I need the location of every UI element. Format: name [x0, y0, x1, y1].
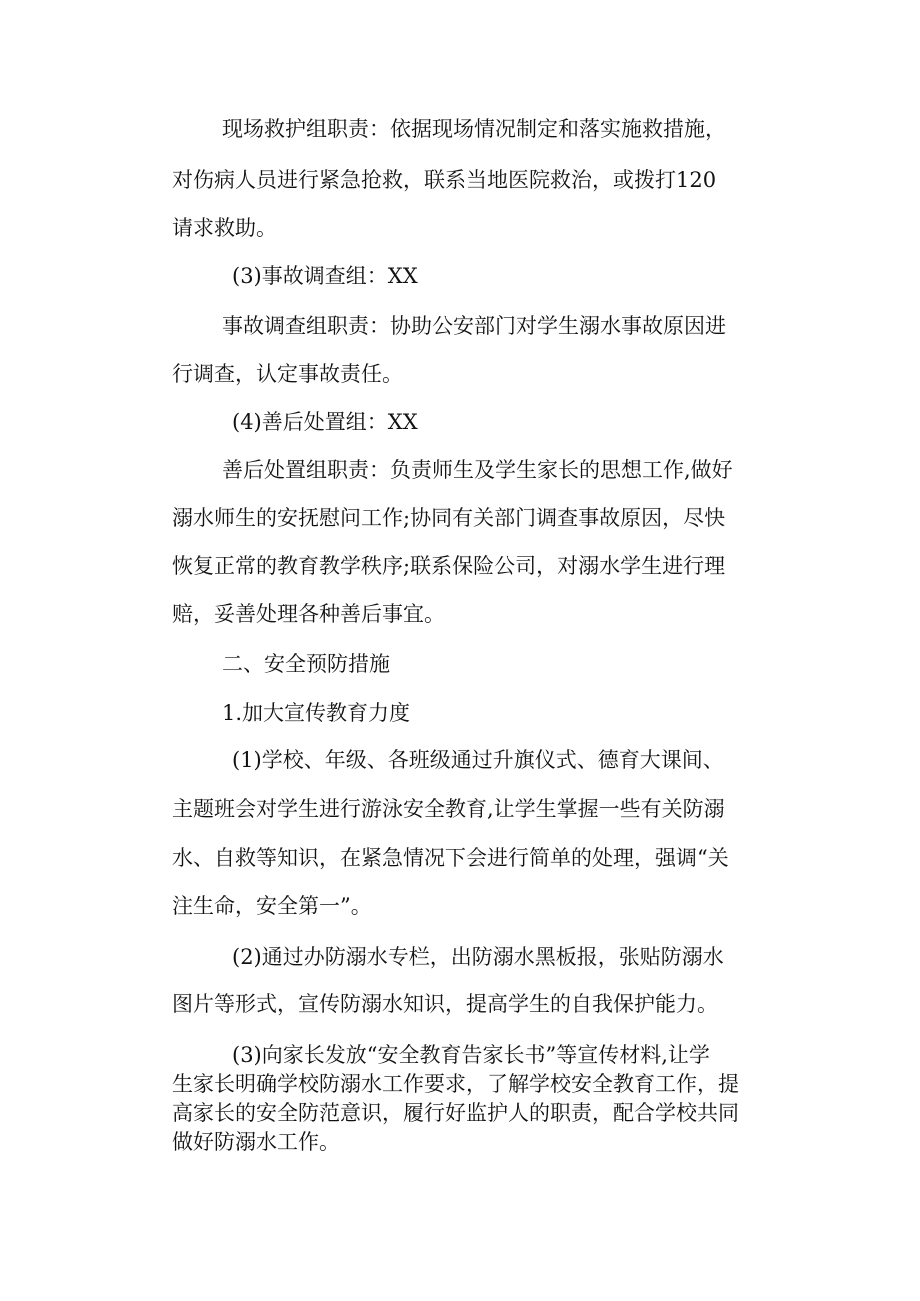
aftermath-duty-line-2: 溺水师生的安抚慰问工作;协同有关部门调查事故原因，尽快 [172, 506, 726, 530]
rescue-duty-line-2: 对伤病人员进行紧急抢救，联系当地医院救治，或拨打120 [172, 168, 717, 192]
aftermath-duty-line-4: 赔，妥善处理各种善后事宜。 [172, 602, 445, 626]
investigation-group-heading: (3)事故调查组：XX [232, 264, 418, 288]
subsection-heading-publicity: 1.加大宣传教育力度 [222, 701, 411, 725]
item-1-line-1: (1)学校、年级、各班级通过升旗仪式、德育大课间、 [232, 748, 724, 772]
item-3-line-3: 高家长的安全防范意识，履行好监护人的职责，配合学校共同 [172, 1101, 739, 1125]
rescue-duty-line-1: 现场救护组职责：依据现场情况制定和落实施救措施， [222, 117, 726, 141]
item-1-line-4: 注生命，安全第一”。 [172, 894, 372, 918]
item-3-line-2: 生家长明确学校防溺水工作要求，了解学校安全教育工作，提 [172, 1072, 739, 1096]
aftermath-duty-line-3: 恢复正常的教育教学秩序;联系保险公司，对溺水学生进行理 [172, 554, 726, 578]
item-1-line-3: 水、自救等知识，在紧急情况下会进行简单的处理，强调“关 [172, 846, 729, 870]
rescue-duty-line-3: 请求救助。 [172, 216, 277, 240]
aftermath-group-heading: (4)善后处置组：XX [232, 410, 418, 434]
item-3-line-1: (3)向家长发放“安全教育告家长书”等宣传材料,让学 [232, 1043, 710, 1067]
item-2-line-2: 图片等形式，宣传防溺水知识，提高学生的自我保护能力。 [172, 992, 718, 1016]
investigation-duty-line-2: 行调查，认定事故责任。 [172, 362, 403, 386]
section-heading-prevention: 二、安全预防措施 [222, 652, 390, 676]
aftermath-duty-line-1: 善后处置组职责：负责师生及学生家长的思想工作,做好 [222, 458, 733, 482]
item-3-line-4: 做好防溺水工作。 [172, 1130, 340, 1154]
item-1-line-2: 主题班会对学生进行游泳安全教育,让学生掌握一些有关防溺 [172, 797, 725, 821]
investigation-duty-line-1: 事故调查组职责：协助公安部门对学生溺水事故原因进 [222, 314, 726, 338]
item-2-line-1: (2)通过办防溺水专栏，出防溺水黑板报，张贴防溺水 [232, 945, 724, 969]
